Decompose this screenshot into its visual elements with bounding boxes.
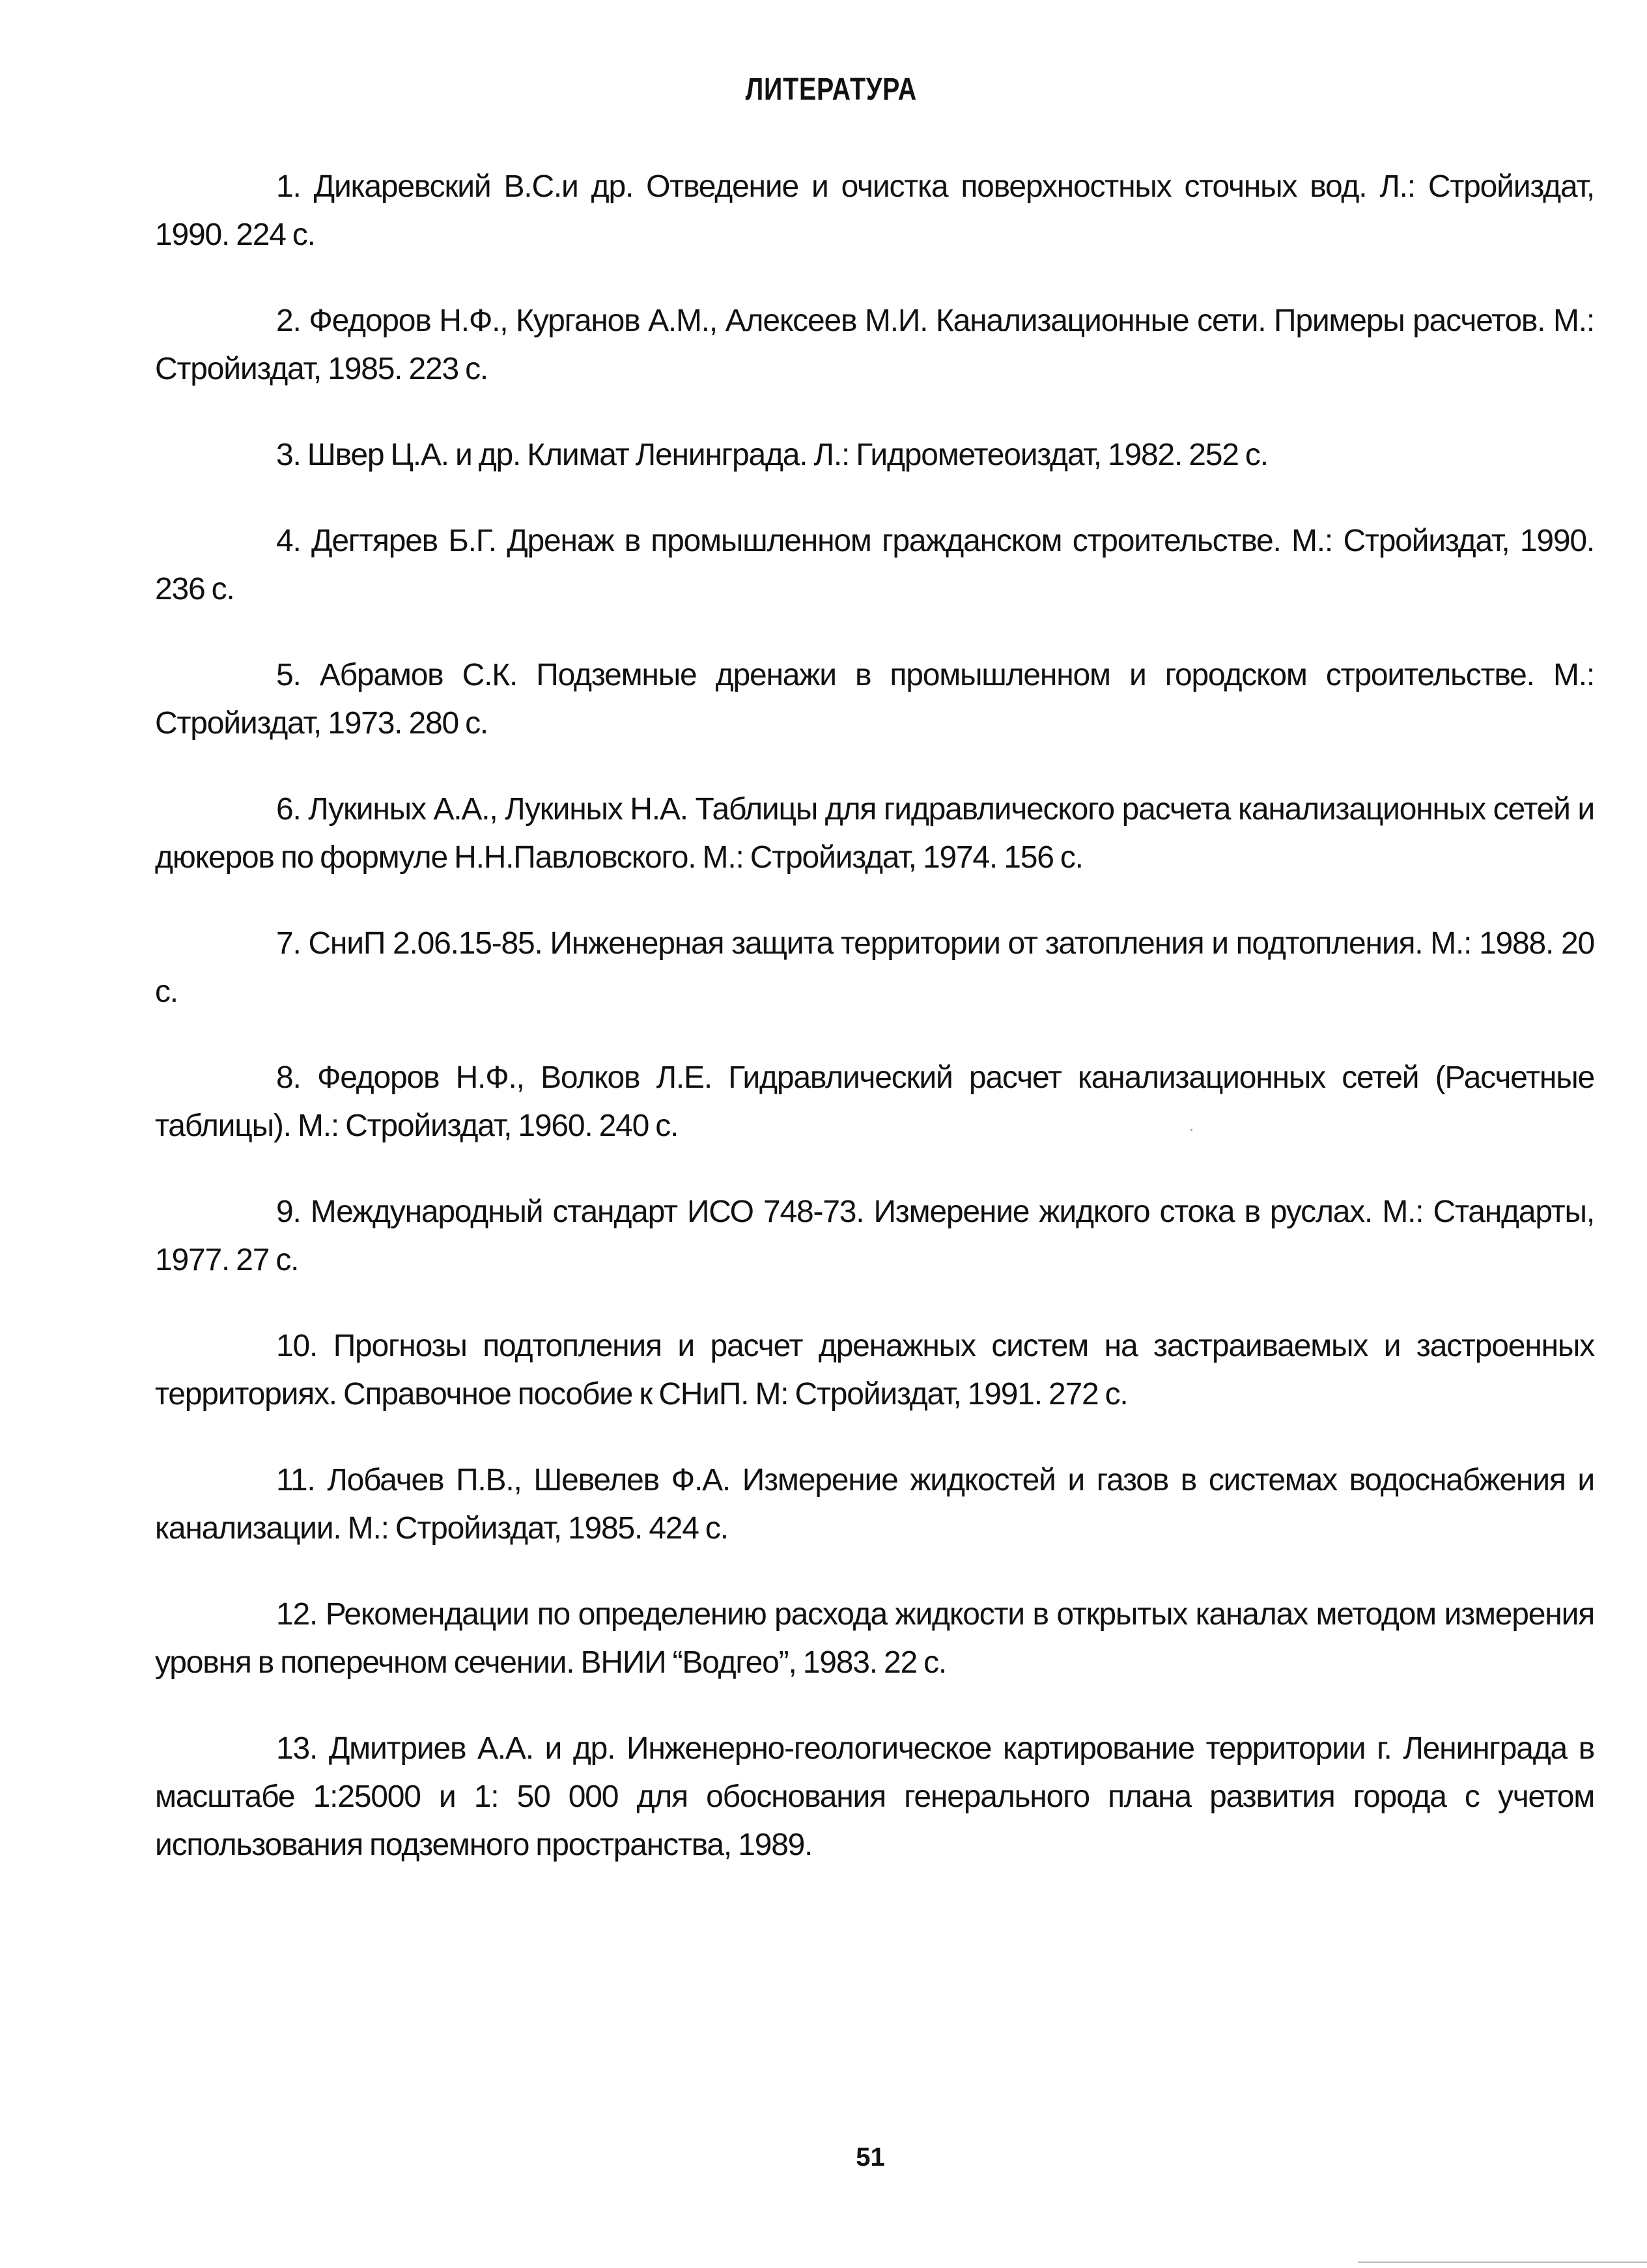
scan-speck [1190, 1129, 1192, 1131]
scan-edge-line [1358, 2261, 1647, 2263]
reference-item: 5. Абрамов С.К. Подземные дренажи в промышленном и городском строительстве. М.: Стройиздат, 1973. 280 с. [155, 658, 1594, 741]
page-number: 51 [856, 2143, 885, 2172]
reference-item: 9. Международный стандарт ИСО 748-73. Измерение жидкого стока в руслах. М.: Стандарты, 1977. 27 с. [155, 1195, 1594, 1277]
reference-item: 3. Швер Ц.А. и др. Климат Ленинграда. Л.: Гидрометеоиздат, 1982. 252 с. [276, 438, 1268, 472]
reference-list [155, 163, 1594, 1907]
reference-item: 1. Дикаревский В.С.и др. Отведение и очистка поверхностных сточных вод. Л.: Стройиздат, 1990. 224 с. [155, 169, 1594, 252]
reference-item: 8. Федоров Н.Ф., Волков Л.Е. Гидравлический расчет канализационных сетей (Расчетные таблицы). М.: Стройиздат, 1960. 240 с. [155, 1060, 1594, 1143]
reference-item: 7. СниП 2.06.15-85. Инженерная защита территории от затопления и подтопления. М.: 1988. 20 с. [155, 926, 1594, 1009]
reference-item: 10. Прогнозы подтопления и расчет дренажных систем на застраиваемых и застроенных территориях. Справочное пособие к СНиП. М: Стройиздат, 1991. 272 с. [155, 1329, 1594, 1411]
page-title: ЛИТЕРАТУРА [745, 72, 917, 107]
reference-item: 4. Дегтярев Б.Г. Дренаж в промышленном гражданском строительстве. М.: Стройиздат, 1990. 236 с. [155, 524, 1594, 606]
reference-item: 6. Лукиных А.А., Лукиных Н.А. Таблицы для гидравлического расчета канализационных сетей и дюкеров по формуле Н.Н.Павловского. М.: Стройиздат, 1974. 156 с. [155, 792, 1594, 875]
reference-item: 13. Дмитриев А.А. и др. Инженерно-геологическое картирование территории г. Ленинграда в масштабе 1:25000 и 1: 50 000 для обоснования генерального плана развития города с учетом использования подземного пространства, 1989. [155, 1731, 1594, 1862]
reference-item: 11. Лобачев П.В., Шевелев Ф.А. Измерение жидкостей и газов в системах водоснабжения и канализации. М.: Стройиздат, 1985. 424 с. [155, 1463, 1594, 1546]
reference-item: 2. Федоров Н.Ф., Курганов А.М., Алексеев М.И. Канализационные сети. Примеры расчетов. М.: Стройиздат, 1985. 223 с. [155, 304, 1594, 386]
reference-item: 12. Рекомендации по определению расхода жидкости в открытых каналах методом измерения уровня в поперечном сечении. ВНИИ “Водгео”, 1983. 22 с. [155, 1597, 1594, 1680]
